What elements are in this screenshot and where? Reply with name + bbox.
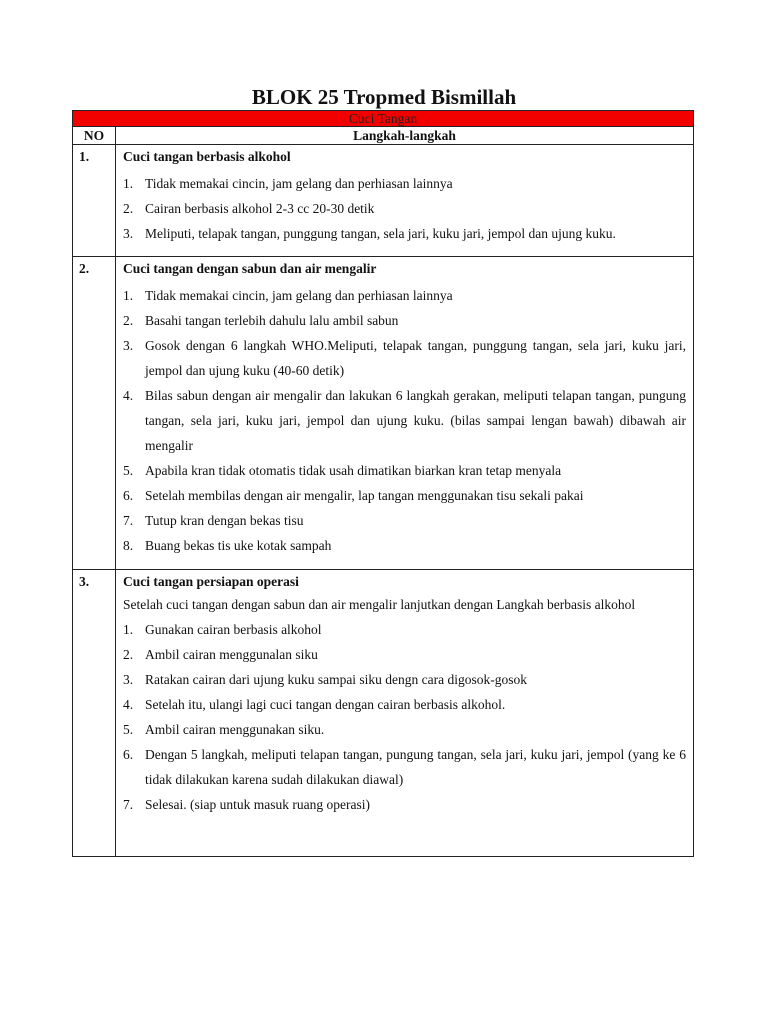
hand-washing-table — [72, 110, 694, 857]
table-row — [73, 145, 694, 257]
section-content — [116, 257, 694, 570]
section-title: Cuci tangan berbasis alkohol — [123, 149, 291, 164]
list-item: 2. Basahi tangan terlebih dahulu lalu ambil sabun — [123, 313, 399, 328]
list-item: 3. Meliputi, telapak tangan, punggung tangan, sela jari, kuku jari, jempol dan ujung kuku. — [123, 226, 616, 241]
list-item: 6. Setelah membilas dengan air mengalir, lap tangan menggunakan tisu sekali pakai — [123, 488, 584, 503]
section-content — [116, 570, 694, 857]
list-item: 5. Apabila kran tidak otomatis tidak usah dimatikan biarkan kran tetap menyala — [123, 463, 562, 478]
list-item: 4. Setelah itu, ulangi lagi cuci tangan dengan cairan berbasis alkohol. — [123, 697, 506, 712]
list-item: 1. Gunakan cairan berbasis alkohol — [123, 622, 322, 637]
list-item: 1. Tidak memakai cincin, jam gelang dan perhiasan lainnya — [123, 288, 453, 303]
list-item: 4. Bilas sabun dengan air mengalir dan lakukan 6 langkah gerakan, meliputi telapan tangan, pungung tangan, sela jari, kuku jari, jempol dan ujung kuku. (bilas sampai lengan bawah) dibawah air mengalir — [123, 388, 686, 453]
column-header-row — [73, 127, 694, 145]
section-intro: Setelah cuci tangan dengan sabun dan air mengalir lanjutkan dengan Langkah berbasis alkohol — [123, 597, 636, 612]
list-item: 7. Tutup kran dengan bekas tisu — [123, 513, 304, 528]
table-row — [73, 570, 694, 857]
step-list — [123, 283, 686, 558]
section-content — [116, 145, 694, 257]
list-item: 8. Buang bekas tis uke kotak sampah — [123, 538, 332, 553]
list-item: 1. Tidak memakai cincin, jam gelang dan perhiasan lainnya — [123, 176, 453, 191]
banner-row — [73, 111, 694, 127]
list-item: 3. Gosok dengan 6 langkah WHO.Meliputi, telapak tangan, punggung tangan, sela jari, kuku jari, jempol dan ujung kuku (40-60 detik) — [123, 338, 686, 378]
table-banner: Cuci Tangan — [73, 111, 694, 127]
step-list — [123, 617, 686, 817]
list-item: 2. Ambil cairan menggunalan siku — [123, 647, 318, 662]
section-title: Cuci tangan persiapan operasi — [123, 574, 299, 589]
list-item: 3. Ratakan cairan dari ujung kuku sampai siku dengn cara digosok-gosok — [123, 672, 528, 687]
column-header-no: NO — [73, 127, 116, 145]
document-title: BLOK 25 Tropmed Bismillah — [251, 85, 517, 109]
section-title: Cuci tangan dengan sabun dan air mengalir — [123, 261, 377, 276]
table-row — [73, 257, 694, 570]
section-number: 3. — [73, 570, 116, 857]
list-item: 5. Ambil cairan menggunakan siku. — [123, 722, 325, 737]
list-item: 2. Cairan berbasis alkohol 2-3 cc 20-30 detik — [123, 201, 375, 216]
column-header-steps: Langkah-langkah — [116, 127, 694, 145]
step-list — [123, 171, 686, 246]
list-item: 7. Selesai. (siap untuk masuk ruang operasi) — [123, 797, 370, 812]
section-number: 1. — [73, 145, 116, 257]
section-number: 2. — [73, 257, 116, 570]
list-item: 6. Dengan 5 langkah, meliputi telapan tangan, pungung tangan, sela jari, kuku jari, jempol (yang ke 6 tidak dilakukan karena sudah dilakukan diawal) — [123, 747, 686, 787]
